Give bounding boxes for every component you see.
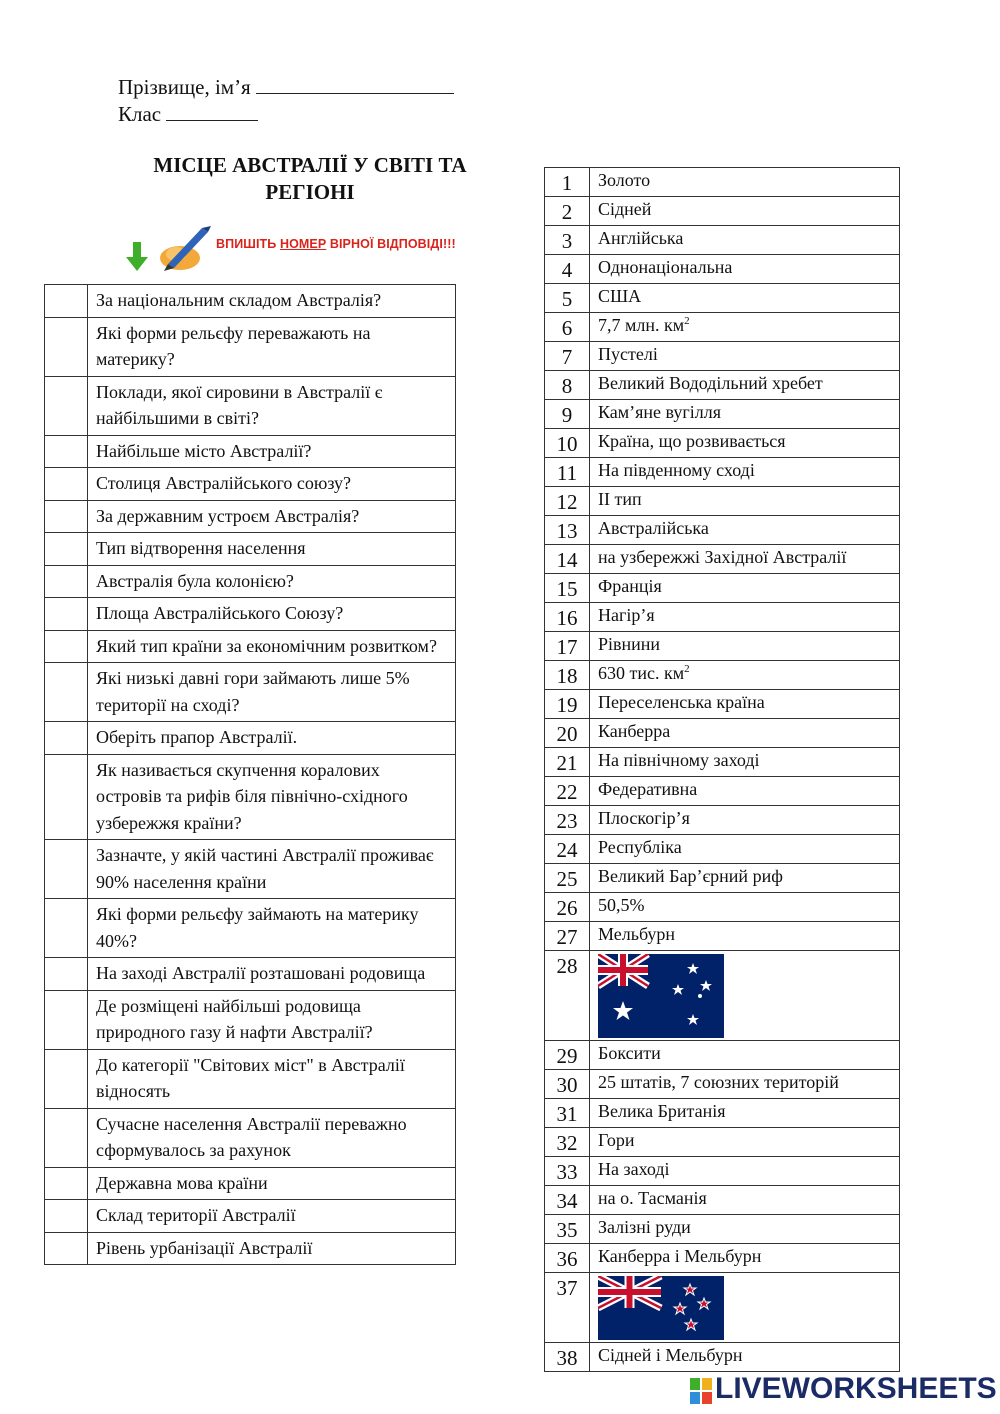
question-text: Столиця Австралійського союзу? (88, 468, 456, 501)
question-text: Як називається скупчення коралових островів та рифів біля північно-східного узбережжя країни? (88, 754, 456, 840)
answer-label: Австралійська (598, 518, 709, 538)
question-row (45, 376, 456, 435)
name-label: Прізвище, ім’я (118, 75, 251, 99)
answer-label: ІІ тип (598, 489, 642, 509)
question-text: Рівень урбанізації Австралії (88, 1232, 456, 1265)
answer-number-input[interactable] (45, 285, 88, 318)
answer-number: 18 (545, 661, 590, 690)
answer-number: 22 (545, 777, 590, 806)
answer-number: 37 (545, 1273, 590, 1343)
answer-row (545, 1186, 900, 1215)
class-line (118, 100, 258, 127)
answer-number: 7 (545, 342, 590, 371)
question-row (45, 990, 456, 1049)
answer-number: 35 (545, 1215, 590, 1244)
answer-number: 24 (545, 835, 590, 864)
answer-label: 25 штатів, 7 союзних територій (598, 1072, 839, 1092)
answer-text (590, 1099, 900, 1128)
answer-label: Сідней (598, 199, 652, 219)
answer-number-input[interactable] (45, 500, 88, 533)
answer-number-input[interactable] (45, 565, 88, 598)
answer-label: Золото (598, 170, 651, 190)
answer-text (590, 835, 900, 864)
answer-number: 8 (545, 371, 590, 400)
question-row (45, 754, 456, 840)
answer-label: Нагір’я (598, 605, 655, 625)
question-row (45, 317, 456, 376)
answer-label: на узбережжі Західної Австралії (598, 547, 847, 567)
answer-number: 25 (545, 864, 590, 893)
answer-number-input[interactable] (45, 533, 88, 566)
answer-label: Переселенська країна (598, 692, 765, 712)
answer-number: 34 (545, 1186, 590, 1215)
answer-text (590, 168, 900, 197)
answer-number: 21 (545, 748, 590, 777)
new-zealand-flag (590, 1273, 900, 1343)
answer-text (590, 864, 900, 893)
answer-text (590, 1215, 900, 1244)
answer-label: Сідней і Мельбурн (598, 1345, 743, 1365)
answer-label: Пустелі (598, 344, 658, 364)
answer-text (590, 1041, 900, 1070)
answer-label: 7,7 млн. км (598, 315, 685, 335)
answer-number: 32 (545, 1128, 590, 1157)
answer-number: 33 (545, 1157, 590, 1186)
question-row (45, 722, 456, 755)
instruction-text: ВПИШІТЬ НОМЕР ВІРНОЇ ВІДПОВІДІ!!! (216, 237, 456, 251)
class-field[interactable] (166, 100, 258, 121)
answer-row (545, 429, 900, 458)
answer-text (590, 748, 900, 777)
question-row (45, 1049, 456, 1108)
question-row (45, 630, 456, 663)
question-row (45, 1200, 456, 1233)
question-text: Зазначте, у якій частині Австралії проживає 90% населення країни (88, 840, 456, 899)
answer-label: Залізні руди (598, 1217, 691, 1237)
question-text: Найбільше місто Австралії? (88, 435, 456, 468)
answer-number: 15 (545, 574, 590, 603)
question-text: Які низькі давні гори займають лише 5% території на сході? (88, 663, 456, 722)
question-text: Які форми рельєфу займають на материку 40%? (88, 899, 456, 958)
question-row (45, 533, 456, 566)
answer-row (545, 197, 900, 226)
answer-number-input[interactable] (45, 435, 88, 468)
class-label: Клас (118, 102, 162, 126)
answers-table (544, 167, 900, 1372)
answer-label: На південному сході (598, 460, 755, 480)
answer-number: 17 (545, 632, 590, 661)
liveworksheets-mark-icon (690, 1378, 712, 1404)
answer-number-input[interactable] (45, 899, 88, 958)
answer-row (545, 168, 900, 197)
answer-text (590, 487, 900, 516)
answer-number-input[interactable] (45, 1232, 88, 1265)
answer-text (590, 342, 900, 371)
question-text: Де розміщені найбільші родовища природного газу й нафти Австралії? (88, 990, 456, 1049)
answer-label: Боксити (598, 1043, 661, 1063)
answer-row (545, 951, 900, 1041)
questions-table (44, 284, 456, 1265)
answer-row (545, 458, 900, 487)
answer-label: Канберра і Мельбурн (598, 1246, 762, 1266)
answer-text (590, 371, 900, 400)
answer-number: 29 (545, 1041, 590, 1070)
question-row (45, 598, 456, 631)
answer-label: Великий Бар’єрний риф (598, 866, 783, 886)
answer-number-input[interactable] (45, 840, 88, 899)
answer-row (545, 777, 900, 806)
answer-number-input[interactable] (45, 663, 88, 722)
answer-number: 5 (545, 284, 590, 313)
question-row (45, 663, 456, 722)
answer-label: Англійська (598, 228, 684, 248)
answer-row (545, 255, 900, 284)
answer-number-input[interactable] (45, 1049, 88, 1108)
answer-label: На заході (598, 1159, 670, 1179)
answer-row (545, 545, 900, 574)
down-arrow-icon (126, 242, 148, 272)
question-text: Склад території Австралії (88, 1200, 456, 1233)
answer-row (545, 487, 900, 516)
answer-row (545, 835, 900, 864)
answer-text (590, 255, 900, 284)
answer-label: Федеративна (598, 779, 698, 799)
answer-row (545, 1041, 900, 1070)
answer-label: Країна, що розвивається (598, 431, 786, 451)
answer-number: 11 (545, 458, 590, 487)
answer-row (545, 1099, 900, 1128)
answer-number: 16 (545, 603, 590, 632)
question-text: Які форми рельєфу переважають на материку? (88, 317, 456, 376)
answer-label: Велика Британія (598, 1101, 726, 1121)
answer-number: 26 (545, 893, 590, 922)
answer-row (545, 1128, 900, 1157)
answer-number: 27 (545, 922, 590, 951)
answer-number: 20 (545, 719, 590, 748)
answer-number-input[interactable] (45, 630, 88, 663)
answer-text (590, 429, 900, 458)
name-line (118, 73, 454, 100)
answer-label: Плоскогір’я (598, 808, 690, 828)
answer-row (545, 661, 900, 690)
answer-text (590, 1186, 900, 1215)
answer-row (545, 516, 900, 545)
answer-label: Франція (598, 576, 662, 596)
answer-row (545, 893, 900, 922)
question-row (45, 899, 456, 958)
answer-label: Гори (598, 1130, 635, 1150)
answer-text (590, 226, 900, 255)
answer-number: 4 (545, 255, 590, 284)
answer-number-input[interactable] (45, 754, 88, 840)
answer-row (545, 284, 900, 313)
logo-text: LIVEWORKSHEETS (715, 1372, 997, 1405)
answer-number-input[interactable] (45, 317, 88, 376)
new-zealand-flag-image (598, 1276, 724, 1340)
answer-number-input[interactable] (45, 722, 88, 755)
answer-number-input[interactable] (45, 990, 88, 1049)
answer-text (590, 603, 900, 632)
answer-number: 2 (545, 197, 590, 226)
answer-number: 23 (545, 806, 590, 835)
answer-text (590, 516, 900, 545)
answer-row (545, 603, 900, 632)
answer-row (545, 371, 900, 400)
answer-row (545, 313, 900, 342)
answer-number: 14 (545, 545, 590, 574)
answer-row (545, 1343, 900, 1372)
answer-number: 12 (545, 487, 590, 516)
australia-flag (590, 951, 900, 1041)
instruction-banner (126, 224, 486, 272)
answer-text (590, 197, 900, 226)
answer-number-input[interactable] (45, 376, 88, 435)
answer-row (545, 226, 900, 255)
answer-row (545, 632, 900, 661)
answer-text (590, 661, 900, 690)
answer-number: 9 (545, 400, 590, 429)
answer-number: 38 (545, 1343, 590, 1372)
answer-number: 30 (545, 1070, 590, 1099)
question-text: Поклади, якої сировини в Австралії є найбільшими в світі? (88, 376, 456, 435)
answer-label: Мельбурн (598, 924, 676, 944)
question-text: Австралія була колонією? (88, 565, 456, 598)
answer-label: США (598, 286, 642, 306)
answer-label: Рівнини (598, 634, 661, 654)
question-row (45, 435, 456, 468)
answer-label: Великий Вододільний хребет (598, 373, 823, 393)
answer-row (545, 864, 900, 893)
answer-text (590, 1070, 900, 1099)
answer-text (590, 574, 900, 603)
answer-label: Однонаціональна (598, 257, 733, 277)
question-row (45, 468, 456, 501)
answer-row (545, 400, 900, 429)
answer-number: 19 (545, 690, 590, 719)
answer-number-input[interactable] (45, 958, 88, 991)
question-row (45, 1167, 456, 1200)
question-text: За національним складом Австралія? (88, 285, 456, 318)
answer-text (590, 313, 900, 342)
superscript: 2 (684, 315, 690, 327)
answer-text (590, 777, 900, 806)
answer-label: На північному заході (598, 750, 760, 770)
answer-number: 6 (545, 313, 590, 342)
answer-text (590, 545, 900, 574)
answer-row (545, 1215, 900, 1244)
question-text: До категорії "Світових міст" в Австралії відносять (88, 1049, 456, 1108)
answer-row (545, 1070, 900, 1099)
answer-row (545, 574, 900, 603)
answer-text (590, 690, 900, 719)
answer-number-input[interactable] (45, 1200, 88, 1233)
answer-number-input[interactable] (45, 468, 88, 501)
question-row (45, 285, 456, 318)
answer-text (590, 1157, 900, 1186)
question-row (45, 958, 456, 991)
question-text: Оберіть прапор Австралії. (88, 722, 456, 755)
question-row (45, 1232, 456, 1265)
question-text: Тип відтворення населення (88, 533, 456, 566)
answer-number-input[interactable] (45, 598, 88, 631)
answer-row (545, 748, 900, 777)
answer-number: 28 (545, 951, 590, 1041)
answer-text (590, 806, 900, 835)
australia-flag-image (598, 954, 724, 1038)
writing-hand-icon (156, 224, 212, 272)
answer-text (590, 922, 900, 951)
question-row (45, 840, 456, 899)
answer-number-input[interactable] (45, 1108, 88, 1167)
answer-text (590, 1244, 900, 1273)
answer-number: 3 (545, 226, 590, 255)
answer-row (545, 342, 900, 371)
name-field[interactable] (256, 73, 454, 94)
answer-number: 10 (545, 429, 590, 458)
answer-text (590, 719, 900, 748)
answer-number-input[interactable] (45, 1167, 88, 1200)
answer-row (545, 1244, 900, 1273)
page-title: МІСЦЕ АВСТРАЛІЇ У СВІТІ ТА РЕГІОНІ (153, 153, 467, 204)
answer-row (545, 806, 900, 835)
question-text: Який тип країни за економічним розвитком? (88, 630, 456, 663)
answer-text (590, 458, 900, 487)
question-row (45, 500, 456, 533)
answer-label: на о. Тасманія (598, 1188, 707, 1208)
answer-row (545, 1157, 900, 1186)
question-row (45, 565, 456, 598)
answer-text (590, 400, 900, 429)
question-text: На заході Австралії розташовані родовища (88, 958, 456, 991)
answer-label: Канберра (598, 721, 671, 741)
superscript: 2 (684, 663, 690, 675)
answer-label: 630 тис. км (598, 663, 685, 683)
answer-row (545, 1273, 900, 1343)
answer-text (590, 284, 900, 313)
question-text: Площа Австралійського Союзу? (88, 598, 456, 631)
answer-text (590, 1343, 900, 1372)
answer-number: 36 (545, 1244, 590, 1273)
answer-number: 1 (545, 168, 590, 197)
answer-label: Кам’яне вугілля (598, 402, 722, 422)
question-text: За державним устроєм Австралія? (88, 500, 456, 533)
question-text: Сучасне населення Австралії переважно сформувалось за рахунок (88, 1108, 456, 1167)
answer-row (545, 690, 900, 719)
answer-row (545, 922, 900, 951)
question-text: Державна мова країни (88, 1167, 456, 1200)
answer-row (545, 719, 900, 748)
liveworksheets-logo (690, 1374, 997, 1404)
question-row (45, 1108, 456, 1167)
answer-number: 31 (545, 1099, 590, 1128)
answer-number: 13 (545, 516, 590, 545)
answer-text (590, 632, 900, 661)
answer-text (590, 893, 900, 922)
answer-label: 50,5% (598, 895, 645, 915)
answer-label: Республіка (598, 837, 682, 857)
answer-text (590, 1128, 900, 1157)
